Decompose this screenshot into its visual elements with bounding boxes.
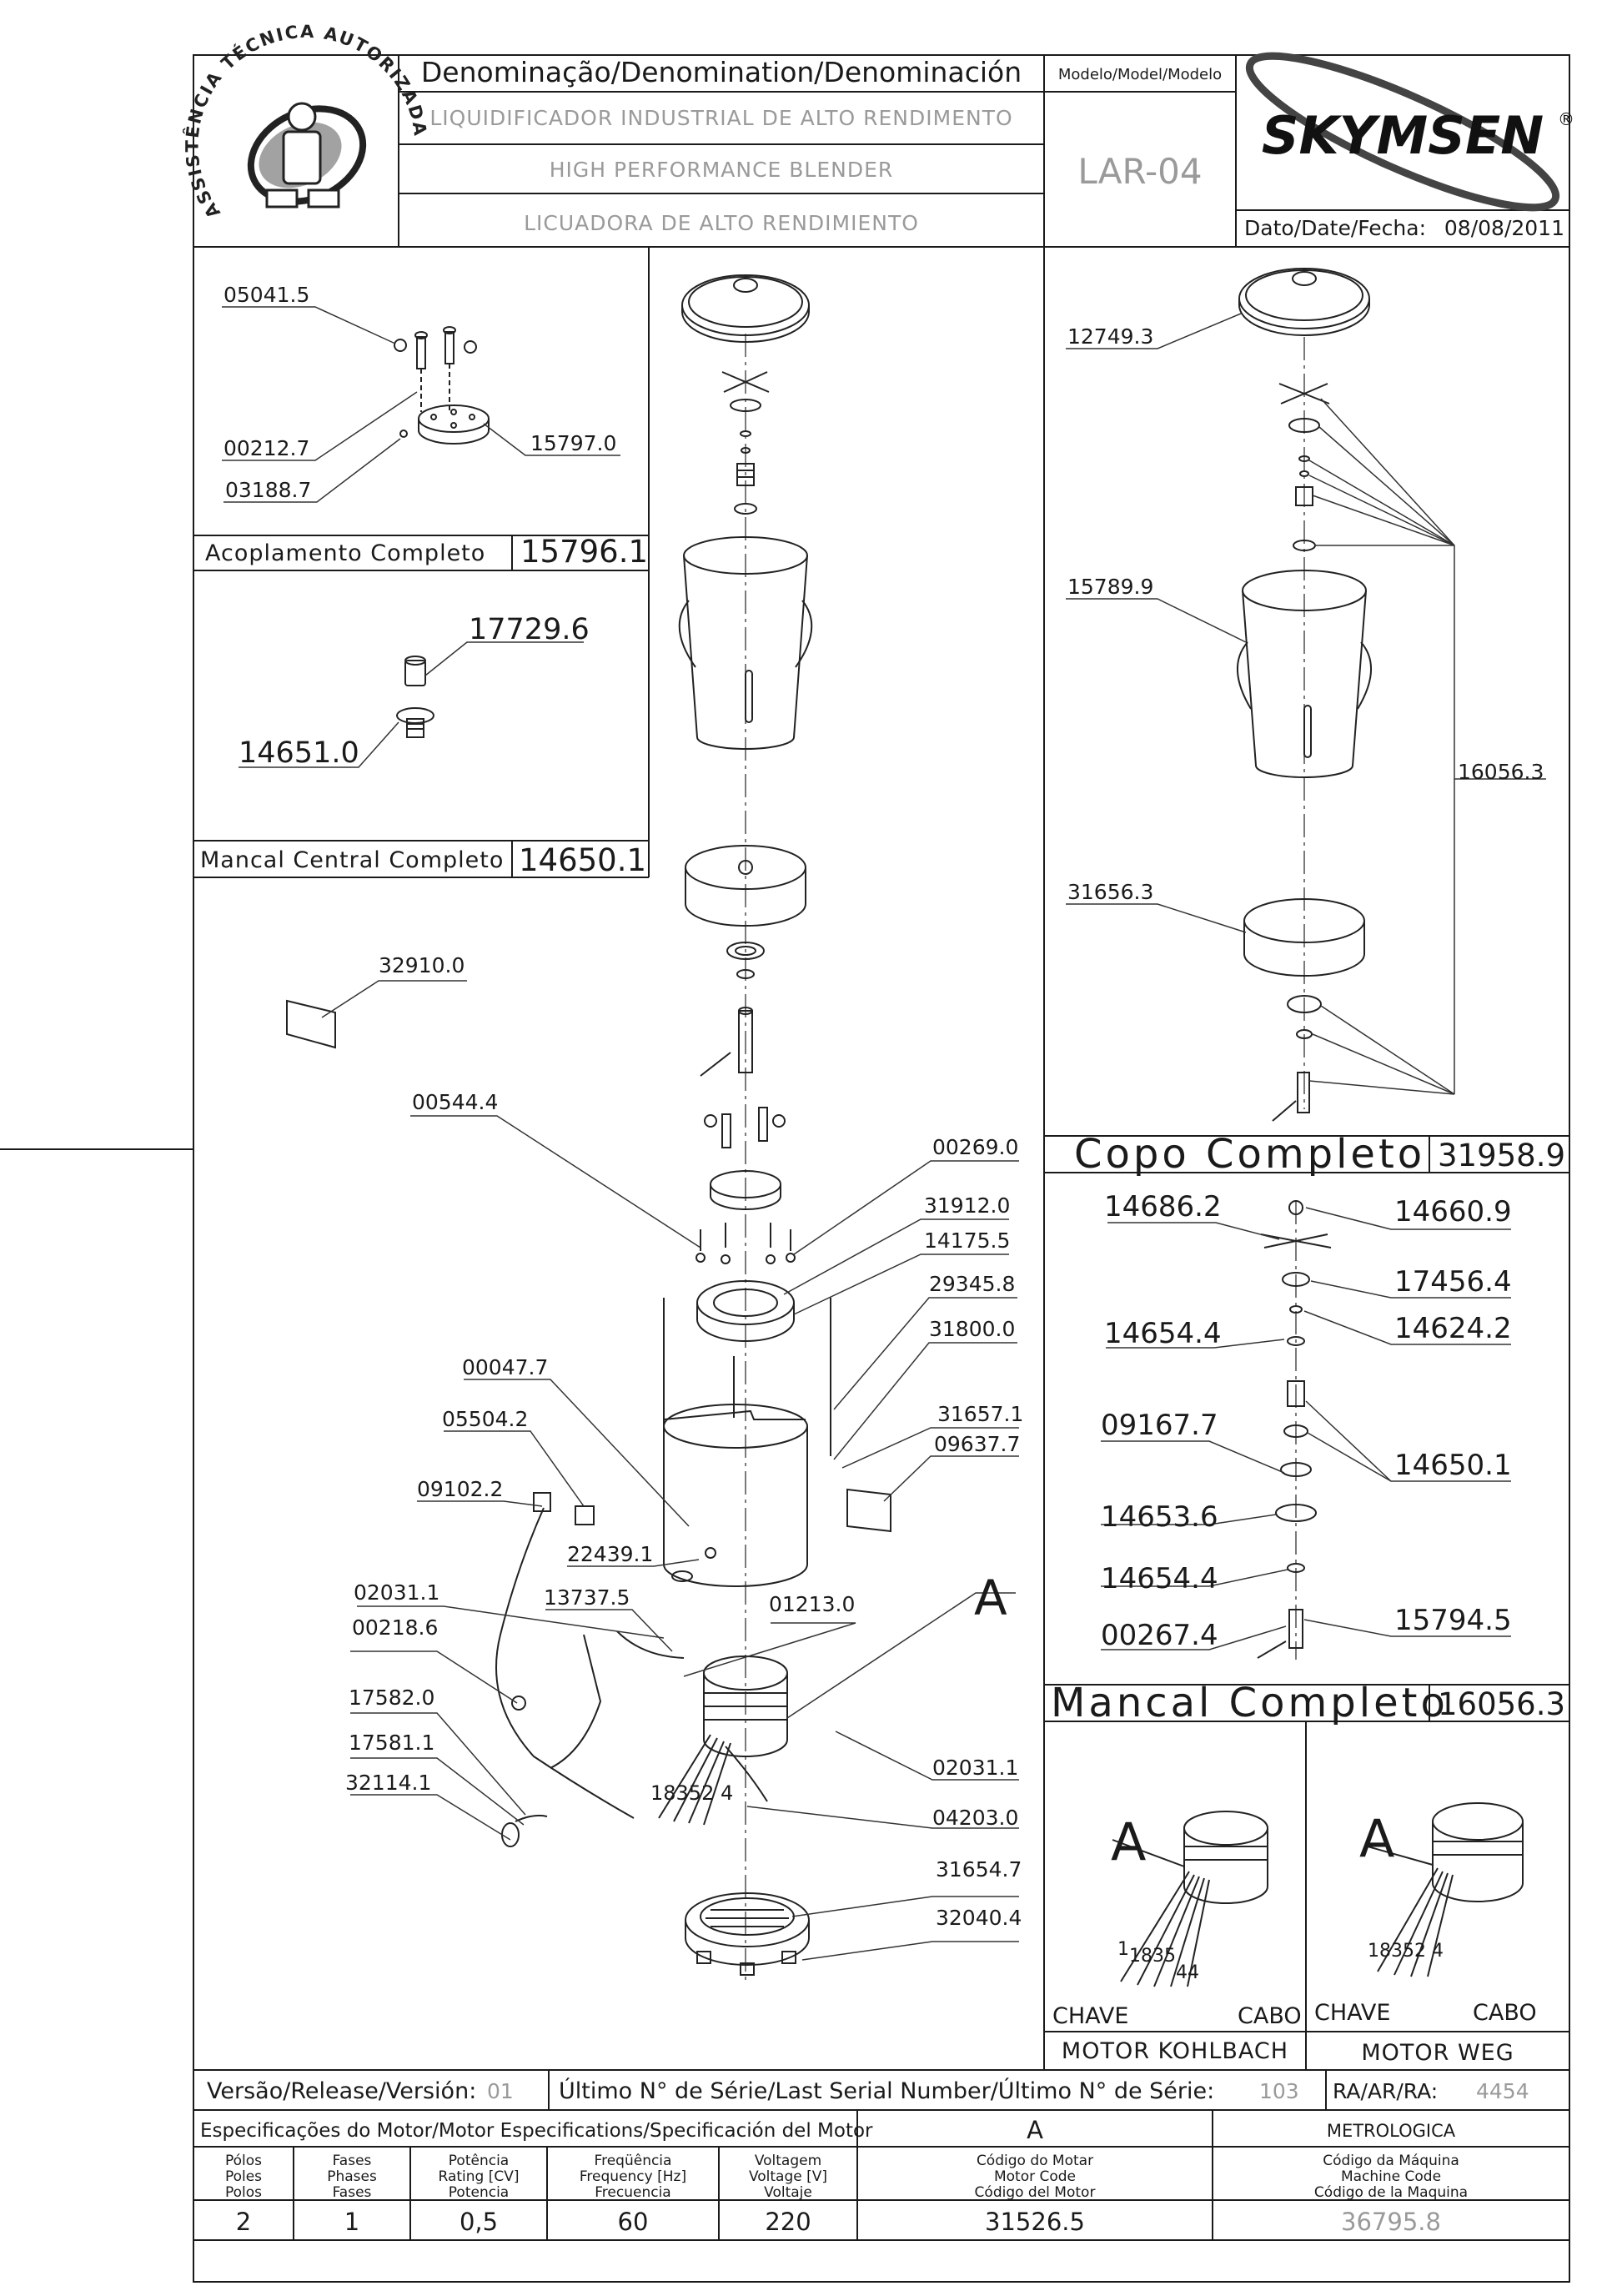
value-poles: 2 — [235, 2208, 252, 2236]
cup-code: 31958.9 — [1438, 1138, 1566, 1173]
part-14650-1: 14650.1 — [1394, 1449, 1512, 1482]
bearing-assembly-drawing — [1258, 1201, 1331, 1660]
col-frequency-es: Frecuencia — [595, 2184, 671, 2201]
brand-name: SKYMSEN — [1261, 105, 1544, 166]
part-03188-7: 03188.7 — [225, 478, 312, 502]
col-motor-code-pt: Código do Motar — [976, 2153, 1094, 2169]
col-poles-es: Polos — [224, 2184, 263, 2201]
ra-value: 4454 — [1476, 2079, 1529, 2103]
part-15794-5: 15794.5 — [1394, 1604, 1512, 1637]
part-01213-0: 01213.0 — [769, 1592, 856, 1616]
col-rating-pt: Potência — [448, 2153, 510, 2169]
part-00218-6: 00218.6 — [352, 1615, 439, 1640]
part-31800-0: 31800.0 — [929, 1317, 1016, 1341]
col-phases-pt: Fases — [332, 2153, 372, 2169]
part-00544-4: 00544.4 — [412, 1090, 499, 1114]
part-15789-9: 15789.9 — [1067, 575, 1154, 599]
col-rating-es: Potencia — [448, 2184, 510, 2201]
part-14175-5: 14175.5 — [924, 1228, 1011, 1253]
part-29345-8: 29345.8 — [929, 1272, 1016, 1296]
model-label: Modelo/Model/Modelo — [1057, 66, 1223, 83]
part-31656-3: 31656.3 — [1067, 880, 1154, 904]
part-32040-4: 32040.4 — [936, 1906, 1022, 1930]
part-13737-5: 13737.5 — [544, 1585, 630, 1610]
cup-title: Copo Completo — [1074, 1131, 1426, 1178]
col-rating-en: Rating [CV] — [438, 2168, 520, 2185]
part-17582-0: 17582.0 — [349, 1686, 435, 1710]
denomination-label: Denominação/Denomination/Denominación — [420, 56, 1022, 88]
part-32910-0: 32910.0 — [379, 953, 465, 977]
coupling-title: Acoplamento Completo — [205, 540, 486, 566]
col-machine-code-es: Código de la Maquina — [1313, 2184, 1469, 2201]
serial-label: Último N° de Série/Last Serial Number/Último N° de Série: — [559, 2078, 1215, 2104]
col-voltage-pt: Voltagem — [754, 2153, 822, 2169]
main-exploded-view — [287, 275, 891, 1985]
col-machine-code-pt: Código da Máquina — [1323, 2153, 1459, 2169]
central-bearing-drawing — [397, 656, 434, 737]
cup-assembly-drawing — [1238, 269, 1371, 1121]
part-04203-0: 04203.0 — [932, 1806, 1019, 1830]
value-voltage: 220 — [765, 2208, 811, 2236]
part-16056-3: 16056.3 — [1458, 760, 1544, 784]
central-bearing-code: 14650.1 — [519, 842, 647, 878]
kohlbach-cabo: CABO — [1238, 2003, 1302, 2029]
part-09167-7: 09167.7 — [1101, 1409, 1218, 1442]
part-22439-1: 22439.1 — [567, 1542, 654, 1566]
col-poles-pt: Pólos — [224, 2153, 263, 2169]
weg-wires: 18352 4 — [1368, 1941, 1444, 1962]
model-number: LAR-04 — [1077, 151, 1203, 192]
part-14686-2: 14686.2 — [1104, 1190, 1222, 1223]
part-09637-7: 09637.7 — [934, 1432, 1021, 1456]
bearing-title: Mancal Completo — [1051, 1680, 1449, 1726]
product-name-en: HIGH PERFORMANCE BLENDER — [549, 158, 894, 182]
product-name-es: LICUADORA DE ALTO RENDIMIENTO — [524, 211, 919, 235]
col-phases-en: Phases — [327, 2168, 377, 2185]
part-05041-5: 05041.5 — [223, 283, 310, 307]
weg-chave: CHAVE — [1314, 2000, 1391, 2026]
part-12749-3: 12749.3 — [1067, 324, 1154, 349]
part-02031-1-a: 02031.1 — [354, 1580, 440, 1605]
weg-view-a: A — [1359, 1808, 1395, 1869]
main-leaders — [322, 981, 1019, 1960]
col-poles-en: Poles — [224, 2168, 263, 2185]
col-voltage-en: Voltage [V] — [748, 2168, 828, 2185]
coupling-assembly-drawing — [394, 327, 489, 444]
specs-motor-letter: A — [1027, 2116, 1043, 2144]
part-14651-0: 14651.0 — [239, 736, 359, 770]
seal-text: ASSISTÊNCIA TÉCNICA AUTORIZADA — [182, 21, 431, 222]
part-05504-2: 05504.2 — [442, 1407, 529, 1431]
kohlbach-wires-c: 44 — [1176, 1962, 1199, 1983]
weg-cabo: CABO — [1473, 2000, 1537, 2026]
part-32114-1: 32114.1 — [345, 1771, 432, 1795]
cup-leaders — [1066, 314, 1546, 1094]
authorized-service-seal — [182, 22, 431, 222]
col-motor-code-es: Código del Motor — [974, 2184, 1096, 2201]
central-bearing-title: Mancal Central Completo — [200, 847, 505, 873]
part-31912-0: 31912.0 — [924, 1193, 1011, 1218]
part-31654-7: 31654.7 — [936, 1857, 1022, 1882]
part-14653-6: 14653.6 — [1101, 1500, 1218, 1534]
specs-values-row — [236, 2208, 1441, 2236]
brand-registered: ® — [1558, 109, 1574, 129]
part-09102-2: 09102.2 — [417, 1477, 504, 1501]
specs-column-headers — [225, 2153, 1468, 2201]
col-frequency-en: Frequency [Hz] — [579, 2168, 687, 2185]
part-00047-7: 00047.7 — [462, 1355, 549, 1379]
bearing-code: 16056.3 — [1438, 1686, 1566, 1722]
motor-weg-title: MOTOR WEG — [1361, 2040, 1514, 2066]
part-14624-2: 14624.2 — [1394, 1312, 1512, 1345]
part-00267-4: 00267.4 — [1101, 1619, 1218, 1652]
col-frequency-pt: Freqüência — [594, 2153, 672, 2169]
serial-value: 103 — [1259, 2079, 1299, 2103]
value-motor-code: 31526.5 — [985, 2208, 1085, 2236]
part-14654-4-a: 14654.4 — [1104, 1317, 1222, 1350]
part-02031-1-b: 02031.1 — [932, 1756, 1019, 1780]
date-value: 08/08/2011 — [1444, 216, 1564, 240]
value-frequency: 60 — [617, 2208, 649, 2236]
part-14660-9: 14660.9 — [1394, 1195, 1512, 1228]
specs-title: Especificações do Motor/Motor Especifications/Specificación del Motor — [200, 2120, 873, 2142]
date-label: Dato/Date/Fecha: — [1244, 216, 1426, 240]
coupling-code: 15796.1 — [520, 534, 649, 570]
part-17581-1: 17581.1 — [349, 1731, 435, 1755]
version-value: 01 — [487, 2079, 514, 2103]
part-31657-1: 31657.1 — [937, 1402, 1024, 1426]
detail-view-a-label: A — [974, 1570, 1007, 1626]
part-00269-0: 00269.0 — [932, 1135, 1019, 1159]
part-15797-0: 15797.0 — [530, 431, 617, 455]
value-phases: 1 — [344, 2208, 360, 2236]
kohlbach-wires-b: 1835 — [1129, 1946, 1176, 1967]
product-name-pt: LIQUIDIFICADOR INDUSTRIAL DE ALTO RENDIMENTO — [429, 106, 1013, 130]
part-17456-4: 17456.4 — [1394, 1265, 1512, 1299]
value-rating: 0,5 — [459, 2208, 499, 2236]
part-14654-4-b: 14654.4 — [1101, 1562, 1218, 1595]
kohlbach-view-a: A — [1111, 1811, 1147, 1872]
kohlbach-chave: CHAVE — [1052, 2003, 1129, 2029]
kohlbach-wires-a: 1 — [1117, 1939, 1129, 1960]
ra-label: RA/AR/RA: — [1333, 2079, 1439, 2103]
col-phases-es: Fases — [332, 2184, 372, 2201]
motor-kohlbach-title: MOTOR KOHLBACH — [1061, 2038, 1289, 2064]
value-machine-code: 36795.8 — [1341, 2208, 1441, 2236]
col-voltage-es: Voltaje — [764, 2184, 812, 2201]
col-machine-code-en: Machine Code — [1340, 2168, 1442, 2185]
col-motor-code-en: Motor Code — [993, 2168, 1077, 2185]
specs-metrology: METROLOGICA — [1326, 2121, 1456, 2141]
wire-numbers: 18352 4 — [650, 1781, 734, 1805]
part-00212-7: 00212.7 — [223, 436, 310, 460]
version-label: Versão/Release/Versión: — [207, 2078, 477, 2104]
brand-logo — [1235, 30, 1574, 233]
part-17729-6: 17729.6 — [469, 613, 590, 646]
